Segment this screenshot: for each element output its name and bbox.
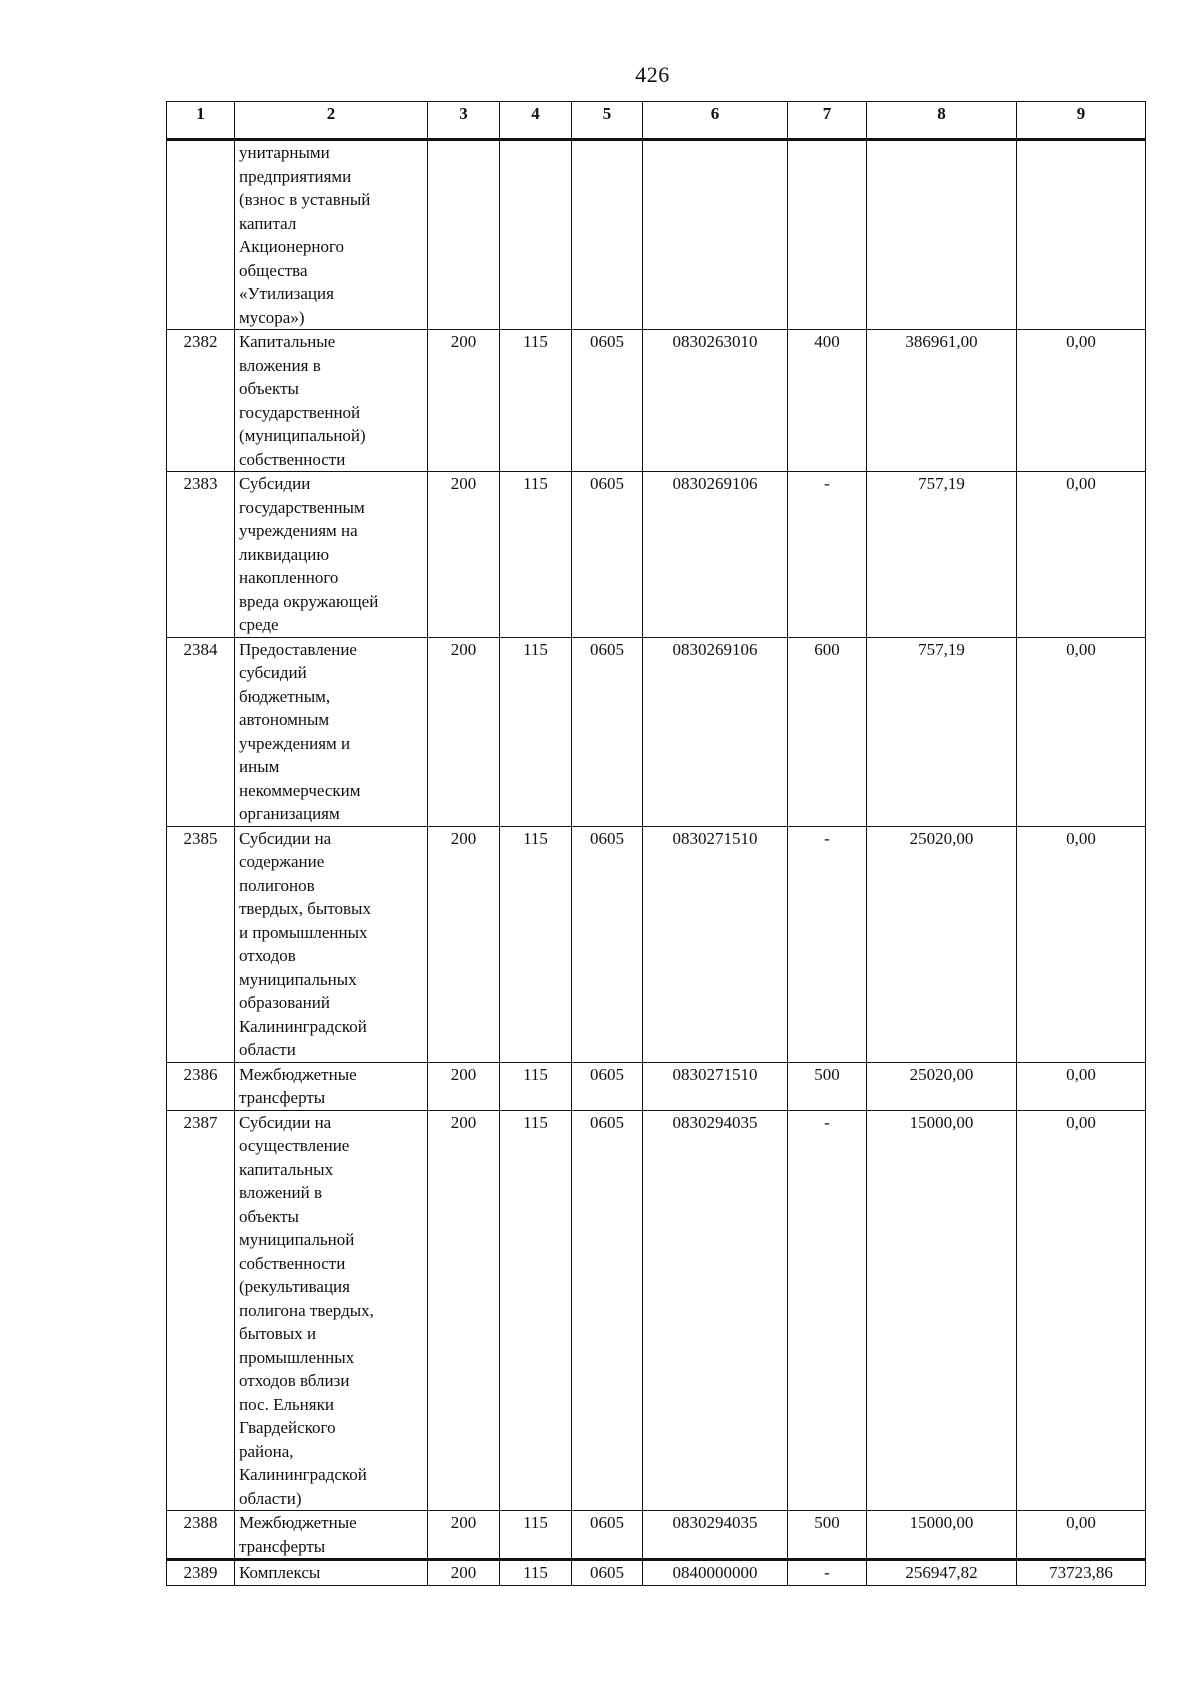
name-line: Субсидии на — [239, 828, 332, 848]
name-line: общества — [239, 260, 308, 280]
col4-cell: 115 — [500, 472, 572, 638]
col3-cell: 200 — [428, 1062, 500, 1110]
name-line: содержание — [239, 852, 325, 871]
col4-cell: 115 — [500, 1560, 572, 1586]
column-header-7: 7 — [788, 102, 867, 140]
col5-cell: 0605 — [572, 1110, 643, 1511]
name-line: трансферты — [239, 1088, 326, 1107]
col7-cell: 600 — [788, 637, 867, 826]
col9-amount-cell: 0,00 — [1017, 330, 1146, 472]
col8-amount-cell: 386961,00 — [867, 330, 1017, 472]
name-line: учреждениям на — [239, 521, 358, 540]
col6-cell: 0830271510 — [643, 1062, 788, 1110]
budget-table — [166, 101, 1146, 1586]
table-row — [167, 1511, 1146, 1560]
col3-cell: 200 — [428, 826, 500, 1062]
col5-cell: 0605 — [572, 1511, 643, 1560]
name-line: вложения в — [239, 355, 321, 375]
col8-amount-cell — [867, 140, 1017, 330]
col3-cell — [428, 140, 500, 330]
name-line: собственности — [239, 449, 346, 469]
name-line: муниципальной — [239, 1230, 355, 1249]
row-name-cell — [235, 330, 428, 472]
name-line: (рекультивация — [239, 1277, 350, 1296]
col6-cell: 0830271510 — [643, 826, 788, 1062]
name-line: твердых, бытовых — [239, 899, 371, 918]
col7-cell: - — [788, 472, 867, 638]
col4-cell: 115 — [500, 1110, 572, 1511]
col9-amount-cell: 0,00 — [1017, 1511, 1146, 1560]
name-line: Гвардейского — [239, 1418, 336, 1437]
name-line: унитарными — [239, 143, 330, 162]
name-line: муниципальных — [239, 969, 357, 989]
col5-cell — [572, 140, 643, 330]
col3-cell: 200 — [428, 1560, 500, 1586]
column-header-9: 9 — [1017, 102, 1146, 140]
table-row — [167, 140, 1146, 330]
col4-cell: 115 — [500, 330, 572, 472]
name-line: Субсидии на — [239, 1112, 332, 1132]
col8-amount-cell: 25020,00 — [867, 1062, 1017, 1110]
col8-amount-cell: 15000,00 — [867, 1110, 1017, 1511]
col3-cell: 200 — [428, 1511, 500, 1560]
col3-cell: 200 — [428, 330, 500, 472]
column-header-3: 3 — [428, 102, 500, 140]
row-number-cell: 2386 — [167, 1062, 235, 1110]
table-row — [167, 1110, 1146, 1511]
col3-cell: 200 — [428, 472, 500, 638]
row-number-cell: 2387 — [167, 1110, 235, 1511]
name-line: иным — [239, 757, 280, 776]
col7-cell — [788, 140, 867, 330]
col6-cell: 0830294035 — [643, 1110, 788, 1511]
row-name-cell — [235, 1110, 428, 1511]
name-line: Межбюджетные — [239, 1064, 357, 1084]
name-line: накопленного — [239, 568, 339, 587]
col3-cell: 200 — [428, 637, 500, 826]
col8-amount-cell: 15000,00 — [867, 1511, 1017, 1560]
name-line: государственным — [239, 497, 365, 517]
name-line: трансферты — [239, 1536, 326, 1556]
col6-cell — [643, 140, 788, 330]
name-line: мусора») — [239, 307, 305, 327]
name-line: Субсидии — [239, 474, 311, 493]
name-line: государственной — [239, 402, 361, 422]
table-body — [167, 140, 1146, 1586]
column-header-4: 4 — [500, 102, 572, 140]
col5-cell: 0605 — [572, 330, 643, 472]
col3-cell: 200 — [428, 1110, 500, 1511]
name-line: осуществление — [239, 1136, 350, 1155]
col6-cell: 0830263010 — [643, 330, 788, 472]
header-row — [167, 102, 1146, 140]
col7-cell: - — [788, 1110, 867, 1511]
column-header-6: 6 — [643, 102, 788, 140]
col7-cell: 400 — [788, 330, 867, 472]
col9-amount-cell — [1017, 140, 1146, 330]
col5-cell: 0605 — [572, 1560, 643, 1586]
name-line: Предоставление — [239, 639, 357, 659]
name-line: бытовых и — [239, 1324, 317, 1343]
name-line: области) — [239, 1488, 302, 1508]
col6-cell: 0840000000 — [643, 1560, 788, 1586]
row-name-cell — [235, 1511, 428, 1560]
col6-cell: 0830294035 — [643, 1511, 788, 1560]
col7-cell: - — [788, 1560, 867, 1586]
name-line: Комплексы — [239, 1563, 321, 1582]
col8-amount-cell: 25020,00 — [867, 826, 1017, 1062]
col9-amount-cell: 0,00 — [1017, 1110, 1146, 1511]
page-number: 426 — [635, 62, 670, 87]
name-line: образований — [239, 993, 330, 1012]
row-name-cell — [235, 472, 428, 638]
col7-cell: 500 — [788, 1511, 867, 1560]
row-name-cell — [235, 826, 428, 1062]
name-line: капитал — [239, 213, 297, 233]
name-line: промышленных — [239, 1347, 355, 1367]
col6-cell: 0830269106 — [643, 472, 788, 638]
name-line: пос. Ельняки — [239, 1394, 334, 1414]
name-line: (муниципальной) — [239, 426, 366, 445]
table-row — [167, 637, 1146, 826]
col5-cell: 0605 — [572, 826, 643, 1062]
row-number-cell — [167, 140, 235, 330]
name-line: автономным — [239, 710, 330, 729]
row-number-cell: 2388 — [167, 1511, 235, 1560]
name-line: объекты — [239, 379, 299, 398]
name-line: Калининградской — [239, 1016, 367, 1036]
col7-cell: 500 — [788, 1062, 867, 1110]
name-line: отходов вблизи — [239, 1371, 350, 1390]
table-row — [167, 472, 1146, 638]
name-line: «Утилизация — [239, 284, 334, 303]
name-line: капитальных — [239, 1159, 334, 1179]
table-row — [167, 330, 1146, 472]
name-line: организациям — [239, 804, 340, 823]
name-line: района, — [239, 1441, 294, 1461]
col8-amount-cell: 757,19 — [867, 637, 1017, 826]
name-line: бюджетным, — [239, 686, 331, 706]
row-number-cell: 2389 — [167, 1560, 235, 1586]
name-line: полигона твердых, — [239, 1300, 374, 1320]
col9-amount-cell: 0,00 — [1017, 1062, 1146, 1110]
table-row — [167, 826, 1146, 1062]
row-number-cell: 2382 — [167, 330, 235, 472]
name-line: полигонов — [239, 875, 315, 895]
col9-amount-cell: 0,00 — [1017, 826, 1146, 1062]
row-name-cell — [235, 140, 428, 330]
name-line: учреждениям и — [239, 733, 351, 753]
column-header-5: 5 — [572, 102, 643, 140]
name-line: предприятиями — [239, 166, 352, 186]
col6-cell: 0830269106 — [643, 637, 788, 826]
name-line: вложений в — [239, 1183, 322, 1202]
name-line: ликвидацию — [239, 544, 330, 564]
col5-cell: 0605 — [572, 637, 643, 826]
name-line: объекты — [239, 1206, 299, 1226]
table-row — [167, 1062, 1146, 1110]
row-name-cell — [235, 1560, 428, 1586]
name-line: собственности — [239, 1253, 346, 1273]
col9-amount-cell: 73723,86 — [1017, 1560, 1146, 1586]
name-line: Капитальные — [239, 332, 336, 351]
name-line: вреда окружающей — [239, 591, 379, 611]
name-line: отходов — [239, 946, 296, 965]
name-line: Калининградской — [239, 1465, 367, 1484]
name-line: области — [239, 1040, 296, 1059]
col8-amount-cell: 256947,82 — [867, 1560, 1017, 1586]
name-line: и промышленных — [239, 922, 368, 942]
row-number-cell: 2383 — [167, 472, 235, 638]
row-number-cell: 2384 — [167, 637, 235, 826]
row-name-cell — [235, 637, 428, 826]
table-row — [167, 1560, 1146, 1586]
col9-amount-cell: 0,00 — [1017, 472, 1146, 638]
col5-cell: 0605 — [572, 472, 643, 638]
col4-cell — [500, 140, 572, 330]
name-line: Межбюджетные — [239, 1513, 357, 1532]
col4-cell: 115 — [500, 637, 572, 826]
col4-cell: 115 — [500, 1511, 572, 1560]
column-header-8: 8 — [867, 102, 1017, 140]
col4-cell: 115 — [500, 826, 572, 1062]
col7-cell: - — [788, 826, 867, 1062]
column-header-1: 1 — [167, 102, 235, 140]
name-line: (взнос в уставный — [239, 190, 371, 209]
row-name-cell — [235, 1062, 428, 1110]
column-header-2: 2 — [235, 102, 428, 140]
name-line: субсидий — [239, 663, 307, 682]
col5-cell: 0605 — [572, 1062, 643, 1110]
col8-amount-cell: 757,19 — [867, 472, 1017, 638]
name-line: некоммерческим — [239, 780, 361, 800]
row-number-cell: 2385 — [167, 826, 235, 1062]
name-line: Акционерного — [239, 237, 345, 256]
name-line: среде — [239, 615, 279, 634]
col9-amount-cell: 0,00 — [1017, 637, 1146, 826]
col4-cell: 115 — [500, 1062, 572, 1110]
